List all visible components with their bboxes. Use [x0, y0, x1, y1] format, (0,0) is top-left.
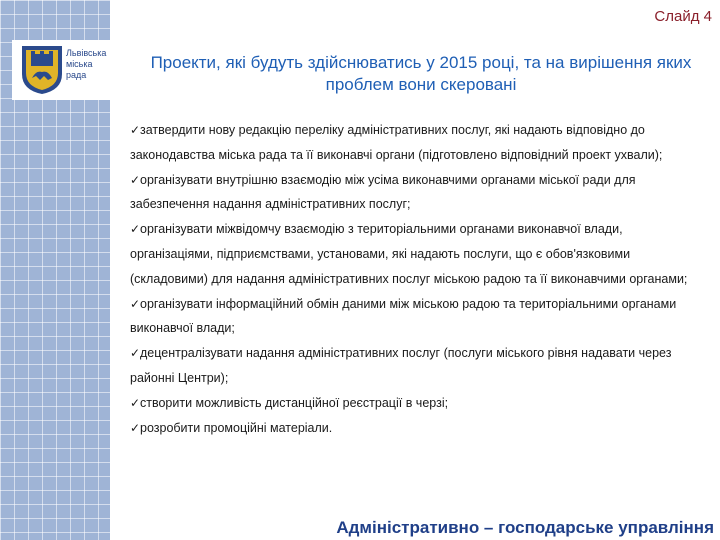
list-item	[130, 391, 706, 416]
org-name-line: міська	[66, 59, 93, 69]
footer-department: Адміністративно – господарське управління	[336, 518, 714, 537]
list-item-text: організувати внутрішню взаємодію між усіма виконавчими органами міської ради для забезпечення надання адміністративних послуг;	[130, 172, 636, 212]
org-name-line: Львівська	[66, 48, 107, 58]
page-title: Проекти, які будуть здійснюватись у 2015 році, та на вирішення яких проблем вони скеровані	[150, 53, 692, 94]
list-item	[130, 168, 706, 218]
list-item	[130, 118, 706, 168]
city-council-logo	[12, 40, 110, 100]
checkmark-icon: ✓	[130, 296, 141, 311]
checkmark-icon: ✓	[130, 420, 141, 435]
bullet-list	[130, 118, 706, 440]
list-item	[130, 416, 706, 441]
list-item-text: розробити промоційні матеріали.	[140, 420, 333, 435]
list-item-text: створити можливість дистанційної реєстрації в черзі;	[140, 395, 449, 410]
list-item	[130, 217, 706, 291]
coat-of-arms-icon	[20, 44, 64, 96]
list-item-text: організувати інформаційний обмін даними між міською радою та територіальними органами виконавчої влади;	[130, 296, 677, 336]
slide-number: Слайд 4	[654, 8, 712, 25]
checkmark-icon: ✓	[130, 123, 141, 137]
checkmark-icon: ✓	[130, 395, 141, 410]
org-name-line: рада	[66, 70, 87, 80]
checkmark-icon: ✓	[130, 346, 141, 361]
org-name	[66, 48, 110, 81]
list-item-text: організувати міжвідомчу взаємодію з територіальними органами виконавчої влади, організаціями, підприємствами, установами, які надають послуги, що є обов'язковими (складовими) для надання адміністративних послуг міською радою та її виконавчими органами;	[130, 222, 688, 286]
list-item	[130, 341, 706, 391]
list-item-text: децентралізувати надання адміністративних послуг (послуги міського рівня надавати через районні Центри);	[130, 346, 672, 385]
list-item-text: затвердити нову редакцію переліку адміністративних послуг, які надають відповідно до законодавства міська рада та її виконавчі органи (підготовлено відповідний проект ухвали);	[130, 123, 663, 162]
checkmark-icon: ✓	[130, 172, 141, 187]
list-item	[130, 292, 706, 342]
checkmark-icon: ✓	[130, 222, 141, 237]
